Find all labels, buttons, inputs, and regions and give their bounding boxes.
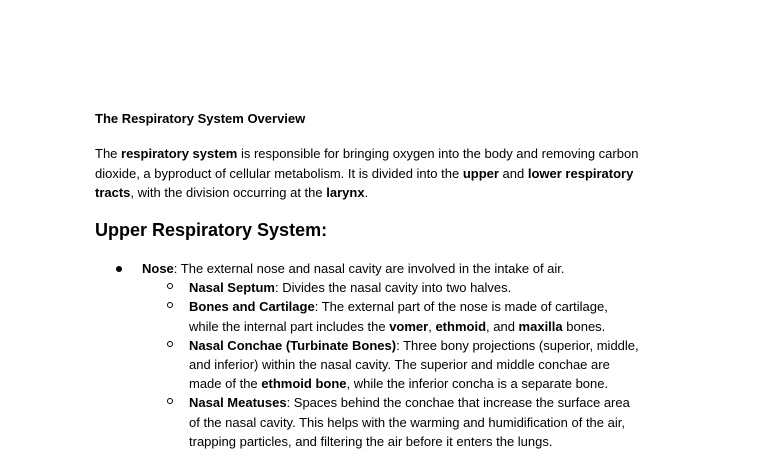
term-nasal-conchae: Nasal Conchae (Turbinate Bones) — [189, 337, 397, 353]
list-item-bones-cartilage — [142, 297, 639, 335]
term-nasal-septum: Nasal Septum — [189, 280, 275, 296]
item-text — [142, 261, 565, 276]
intro-text: . — [364, 185, 369, 200]
term-nasal-meatuses: Nasal Meatuses — [189, 395, 287, 411]
item-description: bones. — [562, 318, 606, 334]
bullet-circle-icon — [167, 283, 173, 289]
term-maxilla: maxilla — [518, 318, 563, 334]
item-description: : Divides the nasal cavity into two halves. — [274, 280, 512, 296]
term-nose: Nose — [142, 261, 174, 276]
term-ethmoid-bone: ethmoid bone — [261, 376, 347, 392]
intro-text: and — [498, 165, 528, 181]
bullet-disc-icon — [116, 266, 122, 272]
list-item-nasal-meatuses — [142, 393, 639, 451]
bullet-circle-icon — [167, 341, 173, 347]
term-larynx: larynx — [326, 185, 365, 200]
term-ethmoid: ethmoid — [435, 318, 487, 334]
list-item-nasal-conchae — [142, 336, 639, 394]
document-title: The Respiratory System Overview — [95, 111, 306, 126]
list-item-nasal-septum — [142, 278, 639, 297]
term-bones-cartilage: Bones and Cartilage — [189, 299, 315, 315]
item-description: : The external part of the nose is made of cartilage, while the internal part includes the — [189, 299, 608, 334]
bullet-circle-icon — [167, 398, 173, 404]
item-description: , — [428, 318, 436, 334]
intro-paragraph — [95, 144, 675, 203]
bullet-list — [95, 259, 715, 451]
item-description: : Three bony projections (superior, middle, and inferior) within the nasal cavity. The superior and middle conchae are made of the — [189, 337, 639, 392]
term-upper: upper — [462, 165, 499, 181]
intro-text: The — [95, 146, 122, 161]
intro-text: is responsible for bringing oxygen into the body and removing carbon dioxide, a byproduct of cellular metabolism. It is divided into the — [95, 146, 639, 181]
sub-bullet-list — [142, 278, 715, 451]
item-description: , while the inferior concha is a separate bone. — [346, 376, 609, 392]
bullet-circle-icon — [167, 302, 173, 308]
item-description: : Spaces behind the conchae that increase the surface area of the nasal cavity. This helps with the warming and humidification of the air, trapping particles, and filtering the air before it enters the lungs. — [189, 395, 630, 449]
term-respiratory-system: respiratory system — [121, 146, 238, 161]
item-description: , and — [486, 318, 519, 334]
term-vomer: vomer — [389, 318, 429, 334]
term-lower-respiratory-tracts: lower respiratory tracts — [95, 165, 634, 200]
intro-text: , with the division occurring at the — [130, 185, 327, 200]
list-item-nose — [95, 259, 715, 451]
item-description: : The external nose and nasal cavity are involved in the intake of air. — [173, 261, 565, 276]
section-heading-upper-respiratory: Upper Respiratory System: — [95, 220, 328, 240]
